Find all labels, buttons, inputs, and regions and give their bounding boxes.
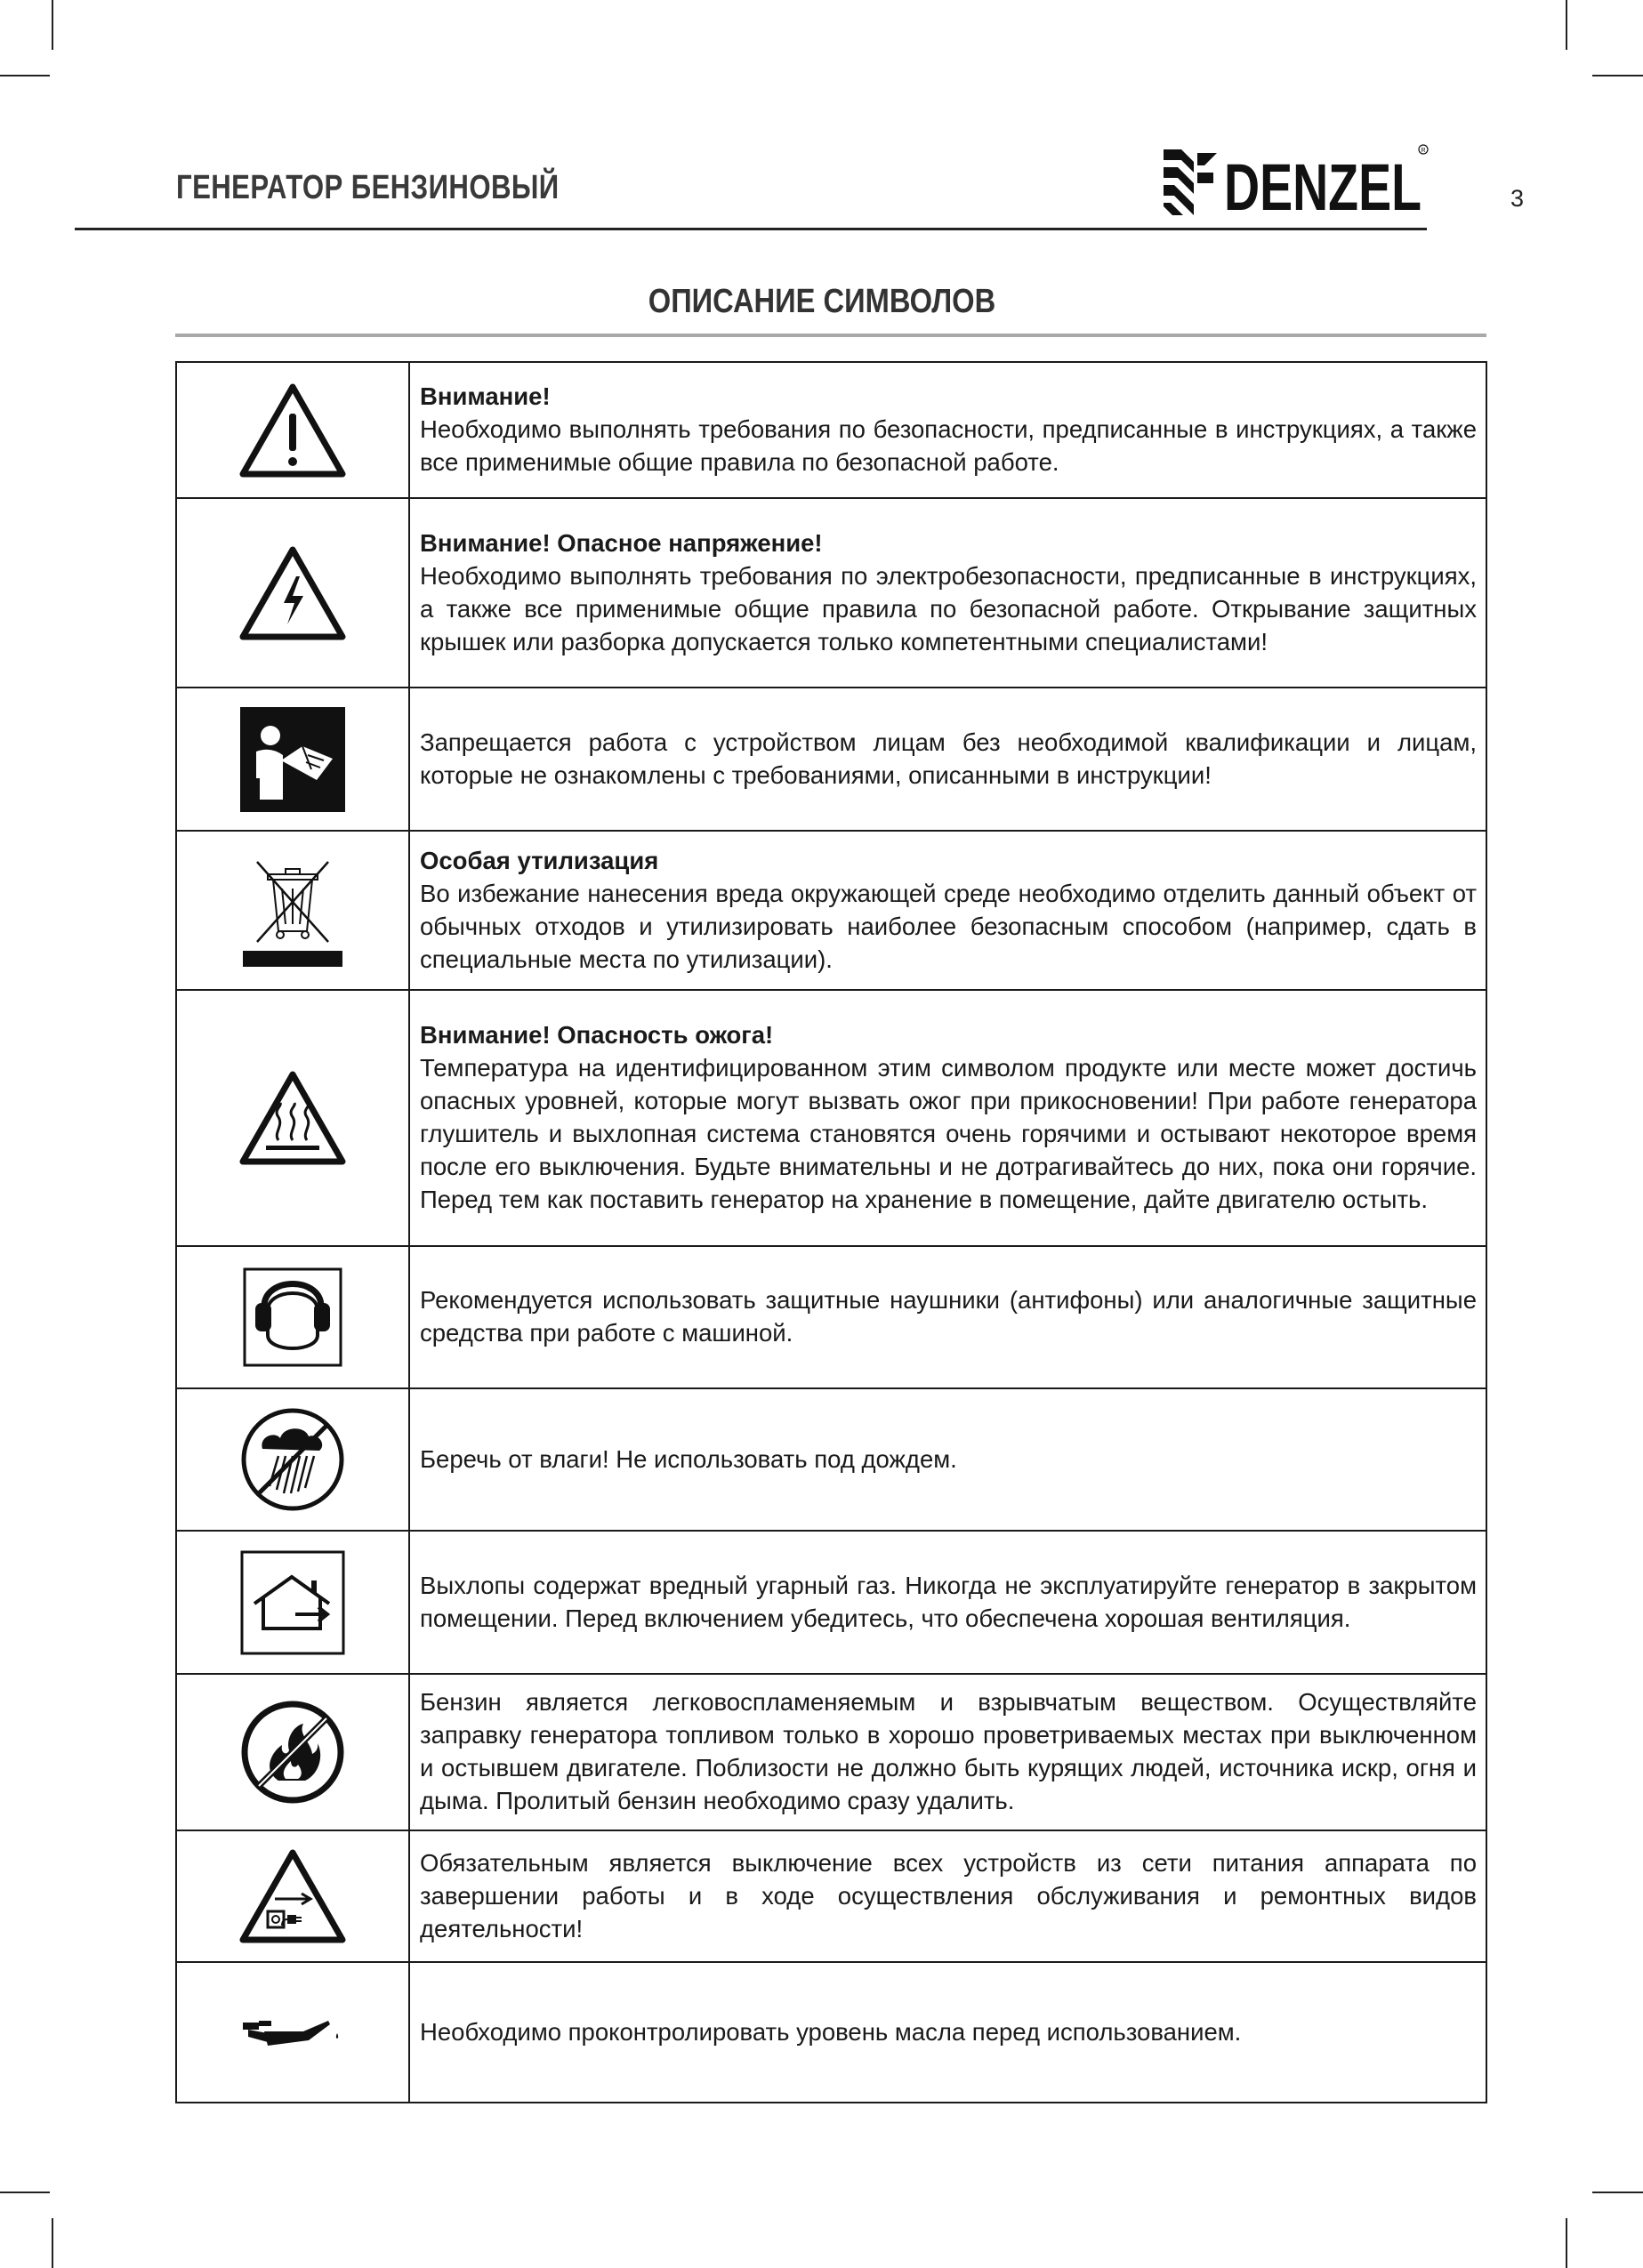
no-rain-icon <box>239 1406 346 1513</box>
icon-cell <box>176 1246 409 1388</box>
description-cell <box>409 831 1486 990</box>
denzel-logo <box>1164 142 1430 222</box>
oil-can-icon <box>241 2010 344 2055</box>
description-cell <box>409 1531 1486 1674</box>
table-row <box>176 831 1486 990</box>
row-text: Необходимо проконтролировать уровень масла перед использованием. <box>420 2017 1242 2046</box>
crop-mark <box>0 75 50 76</box>
row-text: Запрещается работа с устройством лицам без необходимой квалификации и лицам, которые не ознакомлены с требованиями, описанными в инструкции! <box>420 728 1477 789</box>
description-cell <box>409 688 1486 831</box>
icon-cell <box>176 1674 409 1830</box>
row-title: Внимание! <box>420 382 551 410</box>
icon-cell <box>176 1962 409 2103</box>
table-row <box>176 1388 1486 1531</box>
icon-cell <box>176 498 409 688</box>
crop-mark <box>52 2218 53 2268</box>
high-voltage-icon <box>239 546 346 640</box>
description-cell <box>409 362 1486 498</box>
description-cell <box>409 498 1486 688</box>
row-text: Обязательным является выключение всех устройств из сети питания аппарата по завершении работы и в ходе осуществления обслуживания и ремонтных видов деятельности! <box>420 1848 1477 1942</box>
row-title: Внимание! Опасность ожога! <box>420 1021 774 1049</box>
crop-mark <box>1592 75 1643 76</box>
crop-mark <box>52 0 53 50</box>
description-cell <box>409 1962 1486 2103</box>
icon-cell <box>176 362 409 498</box>
row-text: Необходимо выполнять требования по электробезопасности, предписанные в инструкциях, а также все применимые общие правила по безопасной работе. Открывание защитных крышек или разборка допускается только компетентными специалистами! <box>420 561 1477 655</box>
icon-cell <box>176 1531 409 1674</box>
hot-surface-icon <box>239 1071 346 1165</box>
symbols-table <box>175 361 1487 2103</box>
table-row <box>176 990 1486 1246</box>
description-cell <box>409 1674 1486 1830</box>
page-number: 3 <box>1510 185 1525 212</box>
outdoor-use-icon <box>240 1550 345 1655</box>
row-text: Бензин является легковоспламеняемым и взрывчатым веществом. Осуществляйте заправку генератора топливом только в хорошо проветриваемых местах при выключенном и остывшем двигателе. Поблизости не должно быть курящих людей, источника искр, огня и дыма. Пролитый бензин необходимо сразу удалить. <box>420 1688 1477 1814</box>
icon-cell <box>176 1830 409 1962</box>
header-divider <box>75 228 1427 230</box>
document-header-title: ГЕНЕРАТОР БЕНЗИНОВЫЙ <box>176 169 560 206</box>
row-text: Беречь от влаги! Не использовать под дождем. <box>420 1444 957 1473</box>
crop-mark <box>1566 2218 1567 2268</box>
icon-cell <box>176 688 409 831</box>
description-cell <box>409 1246 1486 1388</box>
crossed-bin-icon <box>239 853 346 969</box>
description-cell <box>409 1830 1486 1962</box>
description-cell <box>409 990 1486 1246</box>
ear-protection-icon <box>243 1267 342 1367</box>
table-row <box>176 1962 1486 2103</box>
table-row <box>176 362 1486 498</box>
warning-triangle-icon <box>239 383 346 478</box>
section-title: ОПИСАНИЕ СИМВОЛОВ <box>648 283 995 320</box>
table-row <box>176 1246 1486 1388</box>
brand-wordmark: DENZEL <box>1224 150 1422 222</box>
table-row <box>176 1531 1486 1674</box>
icon-cell <box>176 831 409 990</box>
svg-text:R: R <box>1421 148 1426 154</box>
row-text: Температура на идентифицированном этим символом продукте или месте может достичь опасных уровней, которые могут вызвать ожог при прикосновении! При работе генератора глушитель и выхлопная система становятся очень горячими и остывают некоторое время после его выключения. Будьте внимательны и не дотрагивайтесь до них, пока они горячие. Перед тем как поставить генератор на хранение в помещение, дайте двигателю остыть. <box>420 1054 1477 1213</box>
crop-mark <box>1566 0 1567 50</box>
row-text: Необходимо выполнять требования по безопасности, предписанные в инструкциях, а также все применимые общие правила по безопасной работе. <box>420 415 1477 476</box>
table-row <box>176 1674 1486 1830</box>
no-fire-icon <box>239 1699 346 1806</box>
icon-cell <box>176 1388 409 1531</box>
row-title: Внимание! Опасное напряжение! <box>420 528 823 557</box>
read-manual-icon <box>240 707 345 812</box>
row-text: Во избежание нанесения вреда окружающей среде необходимо отделить данный объект от обычных отходов и утилизировать наиболее безопасным способом (например, сдать в специальные места по утилизации). <box>420 879 1477 973</box>
row-text: Выхлопы содержат вредный угарный газ. Никогда не эксплуатируйте генератор в закрытом помещении. Перед включением убедитесь, что обеспечена хорошая вентиляция. <box>420 1571 1477 1632</box>
crop-mark <box>0 2192 50 2193</box>
table-row <box>176 1830 1486 1962</box>
table-row <box>176 688 1486 831</box>
description-cell <box>409 1388 1486 1531</box>
icon-cell <box>176 990 409 1246</box>
table-row <box>176 498 1486 688</box>
denzel-logo-mark <box>1164 142 1430 222</box>
row-text: Рекомендуется использовать защитные наушники (антифоны) или аналогичные защитные средства при работе с машиной. <box>420 1286 1477 1347</box>
section-divider <box>175 334 1486 337</box>
crop-mark <box>1592 2192 1643 2193</box>
row-title: Особая утилизация <box>420 846 659 874</box>
disconnect-power-icon <box>239 1849 346 1943</box>
